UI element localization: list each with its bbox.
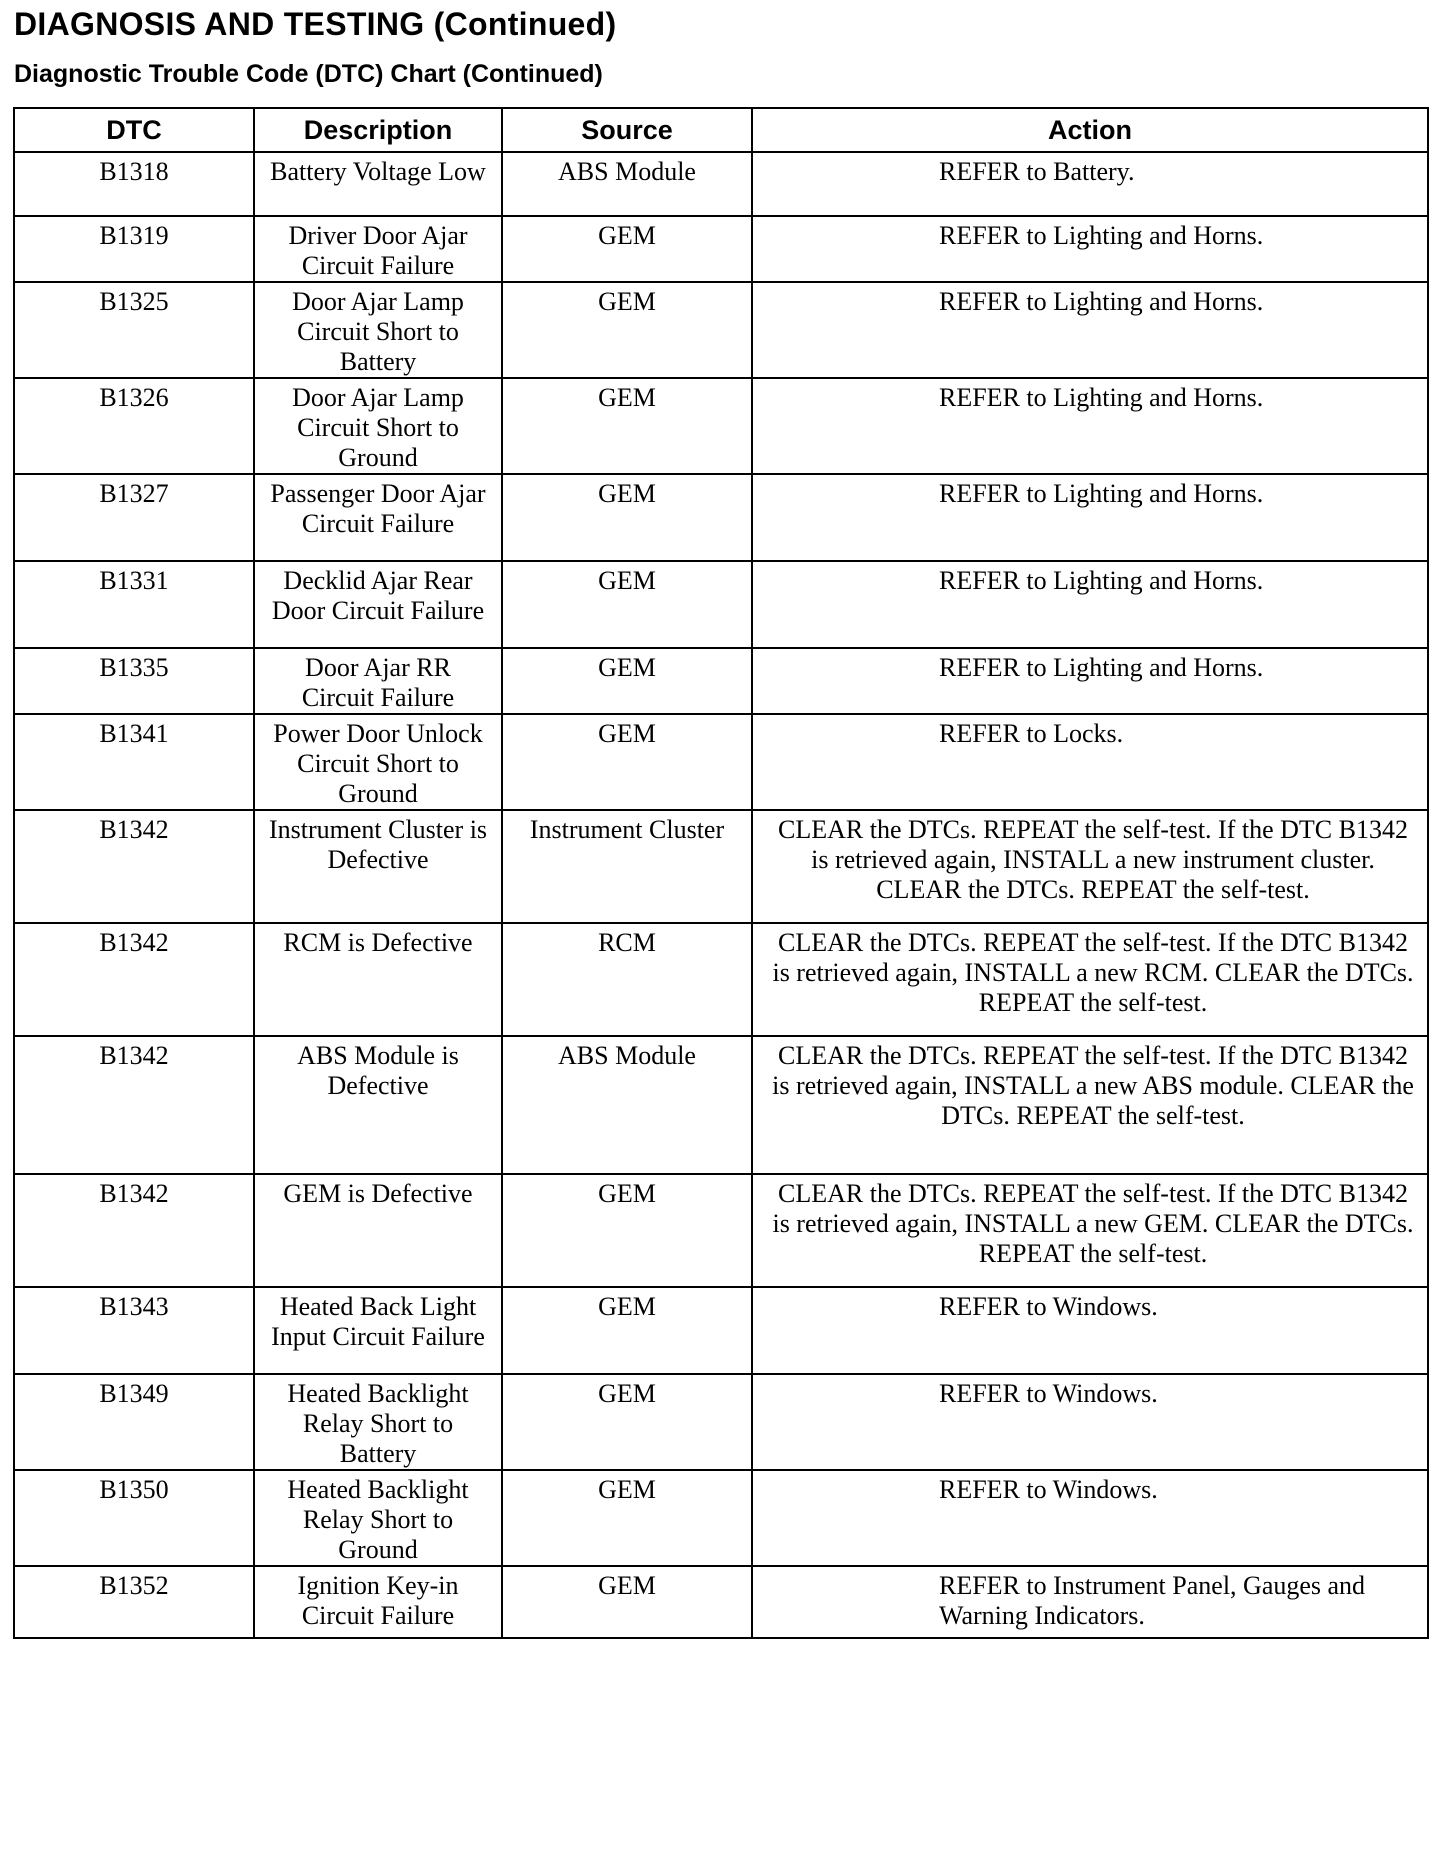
description-text: Ignition Key-in Circuit Failure xyxy=(297,1571,459,1630)
action-cell: CLEAR the DTCs. REPEAT the self-test. If the DTC B1342 is retrieved again, INSTALL a new ABS module. CLEAR the DTCs. REPEAT the self-test. xyxy=(752,1036,1428,1174)
dtc-code-cell: B1319 xyxy=(14,216,254,282)
chart-subtitle: Diagnostic Trouble Code (DTC) Chart (Continued) xyxy=(14,60,603,88)
action-cell: REFER to Battery. xyxy=(752,152,1428,216)
description-cell xyxy=(254,1566,502,1638)
description-text: Battery Voltage Low xyxy=(270,157,486,186)
description-cell xyxy=(254,378,502,474)
action-cell: REFER to Windows. xyxy=(752,1287,1428,1374)
description-cell xyxy=(254,282,502,378)
table-row xyxy=(14,282,1428,378)
description-cell xyxy=(254,216,502,282)
description-text: Heated Backlight Relay Short to Ground xyxy=(287,1475,469,1564)
source-cell: RCM xyxy=(502,923,752,1036)
action-cell: CLEAR the DTCs. REPEAT the self-test. If the DTC B1342 is retrieved again, INSTALL a new instrument cluster. CLEAR the DTCs. REPEAT the self-test. xyxy=(752,810,1428,923)
table-row xyxy=(14,1566,1428,1638)
action-cell: REFER to Lighting and Horns. xyxy=(752,648,1428,714)
action-cell: CLEAR the DTCs. REPEAT the self-test. If the DTC B1342 is retrieved again, INSTALL a new GEM. CLEAR the DTCs. REPEAT the self-test. xyxy=(752,1174,1428,1287)
table-row xyxy=(14,1174,1428,1287)
dtc-code-cell: B1342 xyxy=(14,923,254,1036)
description-text: ABS Module is Defective xyxy=(297,1041,459,1100)
description-cell xyxy=(254,648,502,714)
action-cell: REFER to Lighting and Horns. xyxy=(752,216,1428,282)
description-cell xyxy=(254,923,502,1036)
description-text: Door Ajar RR Circuit Failure xyxy=(301,653,455,712)
column-header-dtc: DTC xyxy=(14,108,254,152)
action-cell: REFER to Lighting and Horns. xyxy=(752,561,1428,648)
action-cell: REFER to Instrument Panel, Gauges and Warning Indicators. xyxy=(752,1566,1428,1638)
source-cell: GEM xyxy=(502,1374,752,1470)
dtc-code-cell: B1325 xyxy=(14,282,254,378)
dtc-code-cell: B1349 xyxy=(14,1374,254,1470)
description-cell xyxy=(254,152,502,216)
description-text: Instrument Cluster is Defective xyxy=(268,815,488,874)
dtc-code-cell: B1352 xyxy=(14,1566,254,1638)
description-cell xyxy=(254,1174,502,1287)
table-row xyxy=(14,474,1428,561)
table-row xyxy=(14,561,1428,648)
description-text: Power Door Unlock Circuit Short to Ground xyxy=(273,719,483,808)
dtc-code-cell: B1335 xyxy=(14,648,254,714)
source-cell: Instrument Cluster xyxy=(502,810,752,923)
source-cell: GEM xyxy=(502,1174,752,1287)
action-cell: REFER to Windows. xyxy=(752,1374,1428,1470)
description-text: RCM is Defective xyxy=(283,928,473,957)
dtc-code-cell: B1350 xyxy=(14,1470,254,1566)
table-row xyxy=(14,923,1428,1036)
action-cell: REFER to Lighting and Horns. xyxy=(752,474,1428,561)
dtc-code-cell: B1326 xyxy=(14,378,254,474)
dtc-code-cell: B1342 xyxy=(14,1036,254,1174)
table-row xyxy=(14,1036,1428,1174)
table-row xyxy=(14,1374,1428,1470)
column-header-description: Description xyxy=(254,108,502,152)
description-text: Driver Door Ajar Circuit Failure xyxy=(288,221,468,280)
description-text: GEM is Defective xyxy=(283,1179,473,1208)
dtc-code-cell: B1341 xyxy=(14,714,254,810)
action-cell: REFER to Lighting and Horns. xyxy=(752,378,1428,474)
source-cell: ABS Module xyxy=(502,1036,752,1174)
table-row xyxy=(14,810,1428,923)
description-text: Decklid Ajar Rear Door Circuit Failure xyxy=(271,566,485,625)
table-row xyxy=(14,714,1428,810)
description-cell xyxy=(254,714,502,810)
page-title: DIAGNOSIS AND TESTING (Continued) xyxy=(14,6,617,42)
dtc-code-cell: B1342 xyxy=(14,1174,254,1287)
dtc-code-cell: B1318 xyxy=(14,152,254,216)
table-row xyxy=(14,648,1428,714)
source-cell: GEM xyxy=(502,282,752,378)
source-cell: GEM xyxy=(502,1566,752,1638)
table-header-row xyxy=(14,108,1428,152)
table-row xyxy=(14,1287,1428,1374)
description-cell xyxy=(254,1374,502,1470)
description-text: Door Ajar Lamp Circuit Short to Battery xyxy=(292,287,464,376)
description-cell xyxy=(254,810,502,923)
description-text: Door Ajar Lamp Circuit Short to Ground xyxy=(292,383,464,472)
dtc-code-cell: B1331 xyxy=(14,561,254,648)
dtc-chart-table xyxy=(13,107,1429,1639)
source-cell: GEM xyxy=(502,216,752,282)
source-cell: GEM xyxy=(502,1287,752,1374)
source-cell: GEM xyxy=(502,474,752,561)
action-cell: REFER to Locks. xyxy=(752,714,1428,810)
description-text: Heated Back Light Input Circuit Failure xyxy=(271,1292,485,1351)
description-cell xyxy=(254,1036,502,1174)
dtc-code-cell: B1343 xyxy=(14,1287,254,1374)
action-cell: CLEAR the DTCs. REPEAT the self-test. If the DTC B1342 is retrieved again, INSTALL a new RCM. CLEAR the DTCs. REPEAT the self-test. xyxy=(752,923,1428,1036)
table-row xyxy=(14,216,1428,282)
table-row xyxy=(14,152,1428,216)
column-header-action: Action xyxy=(752,108,1428,152)
description-text: Passenger Door Ajar Circuit Failure xyxy=(270,479,486,538)
description-text: Heated Backlight Relay Short to Battery xyxy=(287,1379,469,1468)
source-cell: GEM xyxy=(502,378,752,474)
source-cell: ABS Module xyxy=(502,152,752,216)
description-cell xyxy=(254,1287,502,1374)
source-cell: GEM xyxy=(502,714,752,810)
dtc-code-cell: B1342 xyxy=(14,810,254,923)
description-cell xyxy=(254,1470,502,1566)
table-row xyxy=(14,1470,1428,1566)
table-row xyxy=(14,378,1428,474)
description-cell xyxy=(254,561,502,648)
action-cell: REFER to Lighting and Horns. xyxy=(752,282,1428,378)
source-cell: GEM xyxy=(502,561,752,648)
column-header-source: Source xyxy=(502,108,752,152)
dtc-code-cell: B1327 xyxy=(14,474,254,561)
description-cell xyxy=(254,474,502,561)
source-cell: GEM xyxy=(502,648,752,714)
source-cell: GEM xyxy=(502,1470,752,1566)
action-cell: REFER to Windows. xyxy=(752,1470,1428,1566)
